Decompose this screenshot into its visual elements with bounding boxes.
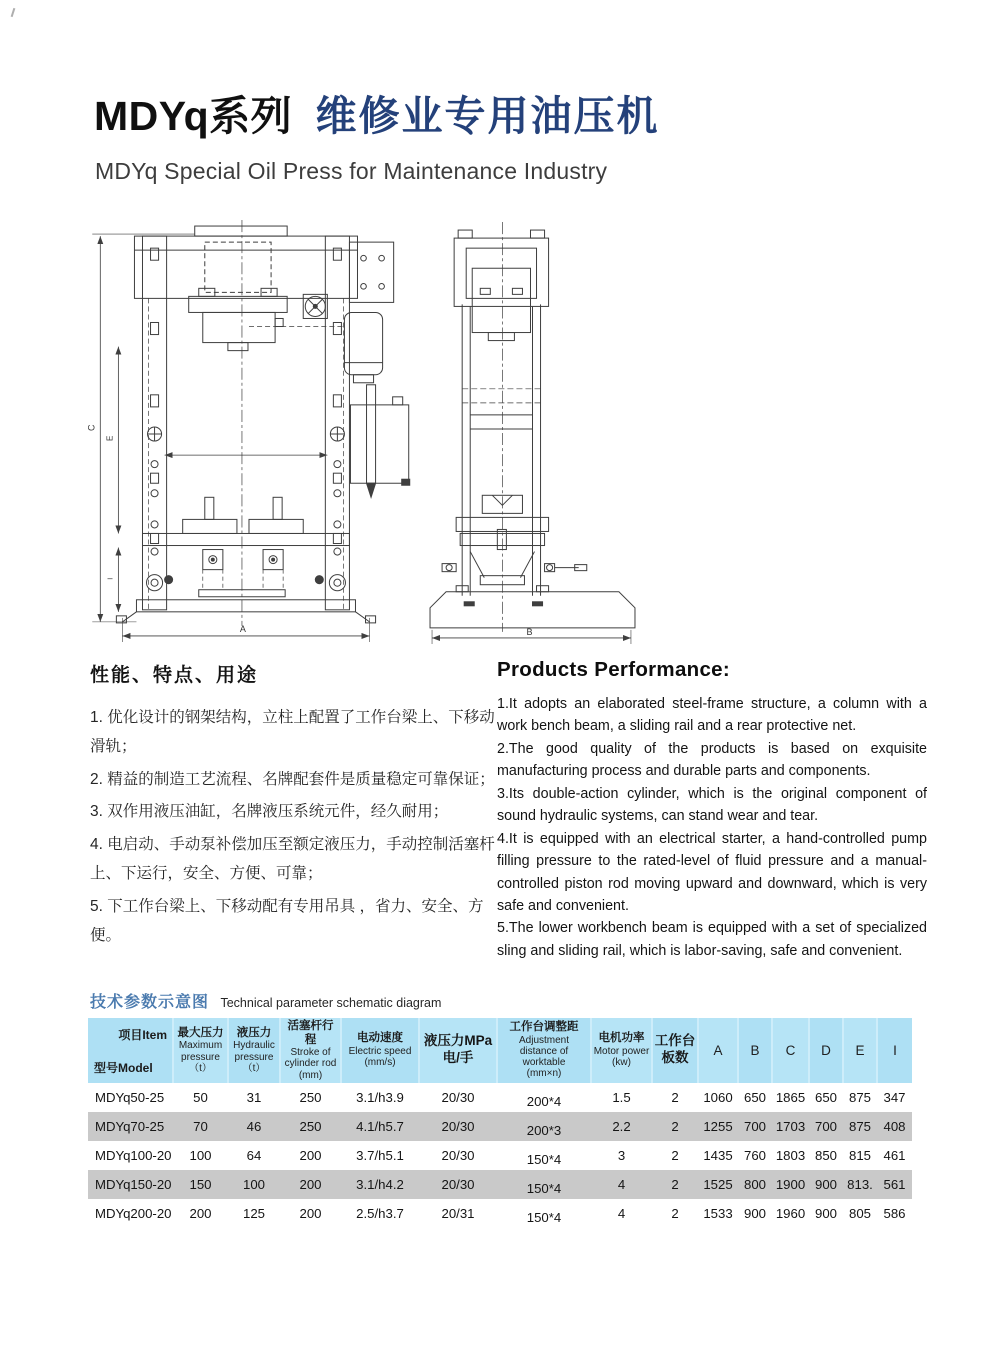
value-cell: 1525 (703, 1176, 733, 1192)
dim-label-e: E (105, 435, 115, 442)
model-cell: MDYq70-25 (95, 1118, 165, 1134)
value-cell: 70 (193, 1118, 208, 1134)
value-cell: 4.1/h5.7 (356, 1118, 404, 1134)
value-cell: 150*4 (526, 1151, 562, 1167)
model-cell: MDYq100-20 (95, 1147, 172, 1163)
value-cell: 1533 (703, 1205, 733, 1221)
value-cell: 2 (671, 1176, 679, 1192)
value-cell: 3.1/h4.2 (356, 1176, 404, 1192)
col-header-motor-power: 电机功率 Motor power (kw) (591, 1018, 652, 1083)
col-header-dim-e: E (843, 1018, 877, 1083)
value-cell: 200*3 (526, 1122, 562, 1138)
value-cell: 200*4 (526, 1093, 562, 1109)
value-cell: 3.7/h5.1 (356, 1147, 404, 1163)
performance-item: 3.Its double-action cylinder, which is the original component of sound hydraulic systems, can stand wear and tear. (497, 785, 927, 825)
value-cell: 64 (246, 1147, 262, 1163)
value-cell: 20/30 (441, 1147, 475, 1163)
col-header-item-model: 项目Item 型号Model (88, 1018, 173, 1083)
page-subtitle: MDYq Special Oil Press for Maintenance Industry (95, 158, 608, 184)
value-cell: 250 (299, 1118, 322, 1134)
feature-item: 1. 优化设计的钢架结构，立柱上配置了工作台梁上、下移动滑轨； (90, 709, 495, 756)
feature-item: 5. 下工作台梁上、下移动配有专用吊具 ，省力、安全、方便。 (90, 897, 484, 945)
value-cell: 805 (848, 1205, 871, 1221)
value-cell: 347 (883, 1089, 906, 1105)
col-header-dim-a: A (698, 1018, 738, 1083)
col-header-plates: 工作台 板数 (652, 1018, 698, 1083)
feature-item: 3. 双作用液压油缸，名牌液压系统元件，经久耐用； (90, 803, 449, 821)
col-header-dim-b: B (738, 1018, 772, 1083)
value-cell: 1.5 (612, 1089, 631, 1105)
front-view-svg (86, 216, 418, 648)
performance-heading: Products Performance: (497, 658, 731, 681)
col-header-max-pressure: 最大压力 Maximum pressure （t） (173, 1018, 228, 1083)
value-cell: 900 (814, 1205, 837, 1221)
side-view-svg (424, 216, 640, 648)
value-cell: 850 (814, 1147, 837, 1163)
table-body (88, 1083, 912, 1228)
scan-artifact-mark (11, 8, 16, 17)
model-cell: MDYq50-25 (95, 1089, 165, 1105)
value-cell: 813. (847, 1176, 873, 1192)
value-cell: 200 (299, 1176, 322, 1192)
value-cell: 900 (743, 1205, 766, 1221)
value-cell: 20/30 (441, 1089, 475, 1105)
value-cell: 1960 (775, 1205, 806, 1221)
value-cell: 461 (883, 1147, 906, 1163)
features-heading: 性能、特点、用途 (90, 665, 259, 686)
features-section (90, 660, 500, 954)
table-caption (90, 989, 441, 1012)
value-cell: 586 (883, 1205, 906, 1221)
value-cell: 875 (848, 1118, 871, 1134)
dim-label-a: A (239, 623, 246, 634)
value-cell: 760 (743, 1147, 766, 1163)
value-cell: 2 (671, 1089, 679, 1105)
value-cell: 200 (189, 1205, 212, 1221)
value-cell: 1060 (703, 1089, 733, 1105)
front-view-drawing (86, 216, 418, 648)
value-cell: 875 (848, 1089, 871, 1105)
value-cell: 3.1/h3.9 (356, 1089, 404, 1105)
side-view-drawing (424, 216, 640, 648)
col-header-hydraulic-pressure: 液压力 Hydraulic pressure （t） (228, 1018, 280, 1083)
performance-item: 1.It adopts an elaborated steel-frame structure, a column with a work bench beam, a sliding rail and a rear protective net. (497, 696, 927, 735)
col-header-dim-d: D (809, 1018, 843, 1083)
title-series: MDYq系列 (94, 93, 293, 139)
feature-item: 4. 电启动、手动泵补偿加压至额定液压力，手动控制活塞杆上、下运行，安全、方便、可靠； (90, 835, 495, 883)
value-cell: 561 (883, 1176, 906, 1192)
value-cell: 20/30 (441, 1118, 475, 1134)
value-cell: 3 (617, 1147, 626, 1163)
col-header-electric-speed: 电动速度 Electric speed (mm/s) (341, 1018, 419, 1083)
col-header-dim-i: I (877, 1018, 912, 1083)
performance-item: 4.It is equipped with an electrical starter, a hand-controlled pump filling pressure to the rated-level of fluid pressure and a manual-controlled piston rod moving upward and downward, which is very safe and convenient. (497, 830, 927, 914)
spec-table (88, 1018, 912, 1228)
table-row (88, 1170, 912, 1199)
value-cell: 1703 (775, 1118, 806, 1134)
col-header-adjustment: 工作台调整距 Adjustment distance of worktable (mm×n) (497, 1018, 591, 1083)
col-header-dim-c: C (772, 1018, 809, 1083)
model-cell: MDYq150-20 (95, 1176, 172, 1192)
value-cell: 150*4 (526, 1209, 562, 1225)
value-cell: 1255 (703, 1118, 733, 1134)
title-chinese: 维修业专用油压机 (315, 93, 660, 139)
value-cell: 2 (671, 1205, 679, 1221)
col-header-hydraulic-mpa: 液压力MPa 电/手 (419, 1018, 497, 1083)
table-caption-en: Technical parameter schematic diagram (220, 996, 442, 1010)
value-cell: 2 (671, 1118, 679, 1134)
value-cell: 4 (617, 1176, 626, 1192)
value-cell: 650 (743, 1089, 766, 1105)
value-cell: 4 (617, 1205, 626, 1221)
value-cell: 150 (189, 1176, 212, 1192)
value-cell: 700 (743, 1118, 766, 1134)
value-cell: 1803 (775, 1147, 806, 1163)
value-cell: 408 (883, 1118, 906, 1134)
table-row (88, 1112, 912, 1141)
performance-item: 5.The lower workbench beam is equipped with a set of specialized sling and sliding rail, which is labor-saving, safe and convenient. (497, 920, 927, 959)
table-row (88, 1199, 912, 1228)
value-cell: 1900 (775, 1176, 806, 1192)
value-cell: 800 (743, 1176, 766, 1192)
value-cell: 700 (814, 1118, 837, 1134)
value-cell: 200 (299, 1147, 322, 1163)
value-cell: 20/31 (441, 1205, 475, 1221)
value-cell: 1865 (775, 1089, 806, 1105)
dim-label-c: C (86, 424, 97, 431)
value-cell: 150*4 (526, 1180, 562, 1196)
dim-label-b: B (526, 626, 533, 637)
feature-item: 2. 精益的制造工艺流程、名牌配套件是质量稳定可靠保证； (90, 770, 495, 788)
performance-section (497, 658, 927, 962)
table-row (88, 1083, 912, 1112)
value-cell: 900 (814, 1176, 837, 1192)
dim-label-i: I (107, 577, 115, 580)
table-caption-cn: 技术参数示意图 (90, 994, 210, 1011)
value-cell: 100 (189, 1147, 212, 1163)
value-cell: 100 (242, 1176, 265, 1192)
value-cell: 2.2 (612, 1118, 631, 1134)
table-header-row (88, 1018, 912, 1083)
value-cell: 200 (299, 1205, 322, 1221)
value-cell: 125 (242, 1205, 265, 1221)
value-cell: 50 (193, 1089, 208, 1105)
value-cell: 650 (814, 1089, 837, 1105)
value-cell: 815 (848, 1147, 871, 1163)
value-cell: 20/30 (441, 1176, 475, 1192)
value-cell: 250 (299, 1089, 322, 1105)
value-cell: 2.5/h3.7 (356, 1205, 404, 1221)
value-cell: 2 (671, 1147, 679, 1163)
value-cell: 31 (246, 1089, 262, 1105)
value-cell: 46 (246, 1118, 262, 1134)
performance-item: 2.The good quality of the products is based on exquisite manufacturing process and durable parts and components. (497, 740, 927, 780)
model-cell: MDYq200-20 (95, 1205, 172, 1221)
page-title (94, 94, 660, 139)
col-header-stroke: 活塞杆行程 Stroke of cylinder rod (mm) (280, 1018, 341, 1083)
value-cell: 1435 (703, 1147, 733, 1163)
table-row (88, 1141, 912, 1170)
